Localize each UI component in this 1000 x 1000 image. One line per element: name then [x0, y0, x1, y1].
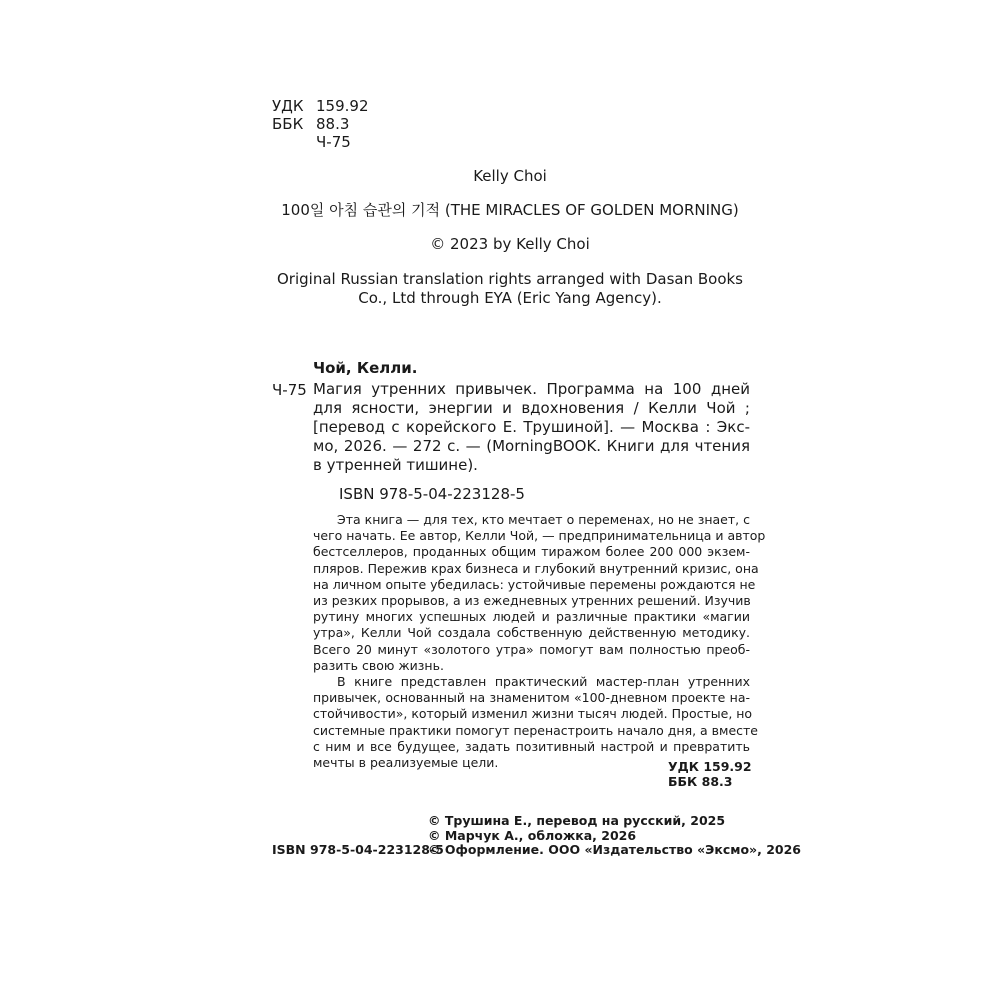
record-author-mark: Ч-75 — [272, 381, 307, 399]
udk-value: 159.92 — [316, 97, 369, 115]
copyright-line: © Марчук А., обложка, 2026 — [428, 827, 637, 843]
annotation-udk: УДК 159.92 — [668, 759, 752, 774]
udk-label: УДК — [272, 97, 304, 115]
annotation-line: пляров. Пережив крах бизнеса и глубокий внутренний кризис, она — [313, 560, 759, 576]
biblio-line: [перевод с корейского Е. Трушиной]. — Москва : Экс- — [313, 418, 750, 436]
bibliographic-description — [313, 380, 750, 475]
annotation — [313, 512, 766, 771]
biblio-line: для ясности, энергии и вдохновения / Келли Чой ; — [313, 399, 750, 417]
record-author-heading: Чой, Келли. — [313, 359, 418, 377]
annotation-line: чего начать. Ее автор, Келли Чой, — предпринимательница и автор — [313, 528, 766, 544]
annotation-line: мечты в реализуемые цели. — [313, 755, 499, 771]
copyright-block — [428, 814, 801, 858]
record-isbn: ISBN 978-5-04-223128-5 — [339, 485, 525, 503]
annotation-line: привычек, основанный на знаменитом «100-дневном проекте на- — [313, 690, 750, 706]
rights-notice — [270, 270, 750, 308]
annotation-line: разить свою жизнь. — [313, 657, 444, 673]
bbk-value: 88.3 — [316, 115, 350, 133]
biblio-line: в утренней тишине). — [313, 456, 478, 474]
annotation-line: системные практики помогут перенастроить начало дня, а вместе — [313, 722, 759, 738]
copyright-line: © Оформление. ООО «Издательство «Эксмо», 2026 — [428, 842, 801, 857]
annotation-line: В книге представлен практический мастер-план утренних — [337, 674, 750, 690]
original-title: 100일 아침 습관의 기적 (THE MIRACLES OF GOLDEN MORNING) — [281, 201, 739, 219]
annotation-line: рутину многих успешных людей и различные практики «магии — [313, 609, 750, 625]
annotation-line: на личном опыте убедилась: устойчивые перемены рождаются не — [313, 576, 756, 592]
annotation-line: с ним и все будущее, задать позитивный настрой и превратить — [313, 738, 750, 754]
annotation-line: бестселлеров, проданных общим тиражом более 200 000 экзем- — [313, 544, 750, 560]
annotation-line: Эта книга — для тех, кто мечтает о переменах, но не знает, с — [337, 512, 750, 527]
annotation-line: стойчивости», который изменил жизни тысяч людей. Простые, но — [313, 706, 753, 722]
rights-line-1: Original Russian translation rights arranged with Dasan Books — [277, 270, 743, 288]
biblio-line: Магия утренних привычек. Программа на 100 дней — [313, 380, 750, 398]
imprint-isbn: ISBN 978-5-04-223128-5 — [272, 842, 444, 857]
original-author: Kelly Choi — [473, 167, 547, 185]
original-copyright: © 2023 by Kelly Choi — [430, 235, 590, 253]
annotation-line: Всего 20 минут «золотого утра» помогут вам полностью преоб- — [313, 641, 750, 657]
rights-line-2: Co., Ltd through EYA (Eric Yang Agency). — [358, 289, 662, 307]
annotation-line: из резких прорывов, а из ежедневных утренних решений. Изучив — [313, 593, 751, 609]
author-mark-value: Ч-75 — [316, 133, 351, 151]
bbk-label: ББК — [272, 115, 304, 133]
biblio-line: мо, 2026. — 272 с. — (MorningBOOK. Книги для чтения — [313, 437, 750, 455]
annotation-classification — [668, 759, 752, 789]
copyright-line: © Трушина Е., перевод на русский, 2025 — [428, 813, 726, 828]
annotation-line: утра», Келли Чой создала собственную действенную методику. — [313, 625, 750, 641]
annotation-bbk: ББК 88.3 — [668, 774, 733, 789]
